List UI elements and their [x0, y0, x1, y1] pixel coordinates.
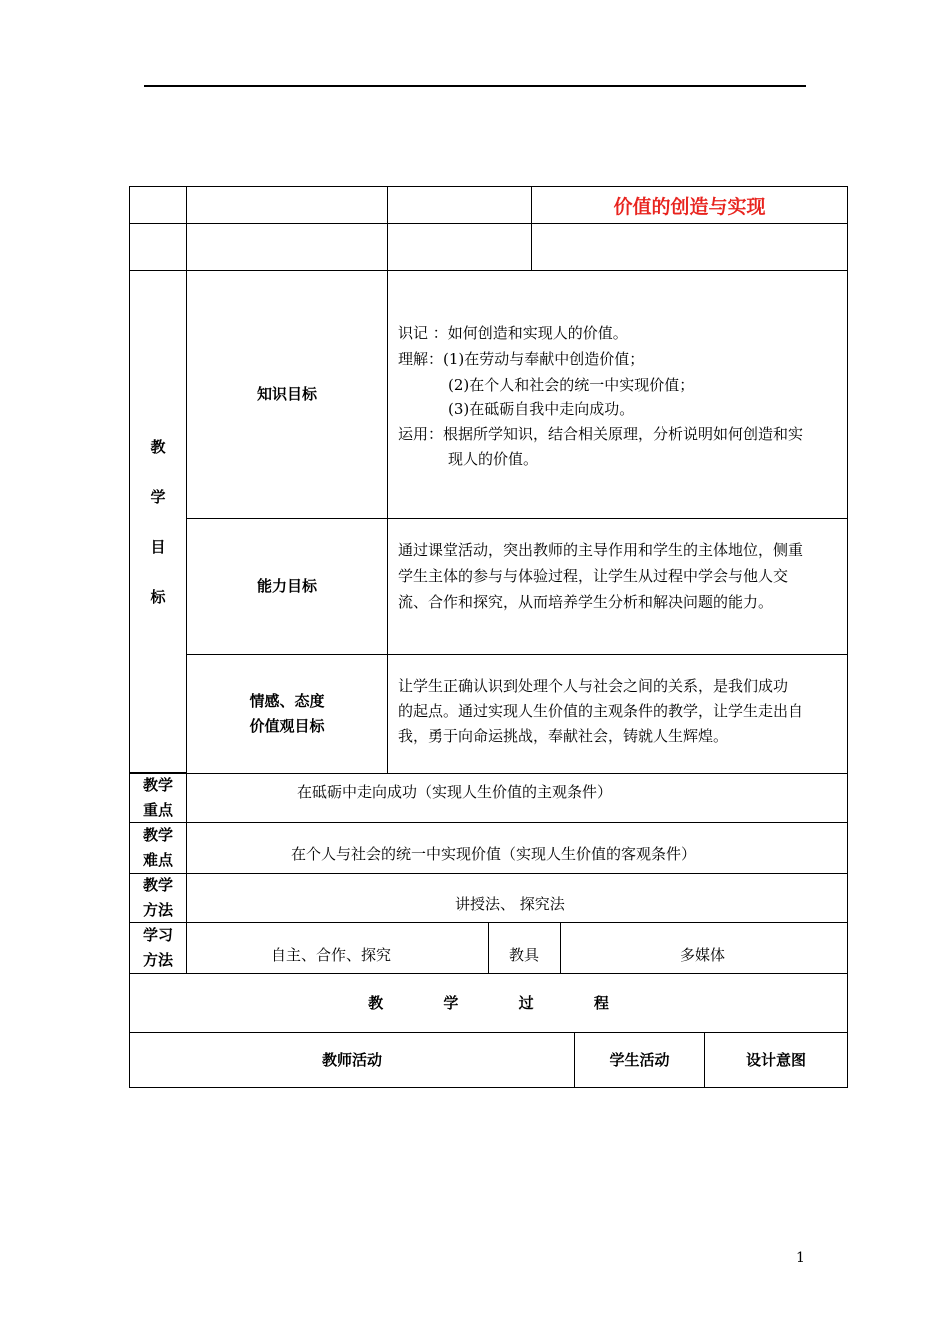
ability-line: 流、合作和探究，从而培养学生分析和解决问题的能力。 [398, 593, 774, 611]
ability-label-cell [186, 518, 388, 655]
emotion-line: 让学生正确认识到处理个人与社会之间的关系，是我们成功 [398, 677, 789, 695]
knowledge-line: (3)在砥砺自我中走向成功。 [448, 400, 635, 418]
process-title-cell [129, 973, 848, 1033]
tool-label-cell [488, 922, 561, 974]
ability-label: 能力目标 [256, 577, 317, 595]
method-label-2: 方法 [142, 901, 173, 919]
header-cell-1 [129, 186, 187, 224]
process-title-char: 教 [368, 993, 384, 1012]
method-label-1: 教学 [142, 876, 173, 894]
page-number: 1 [796, 1250, 805, 1266]
difficulty-label-cell [129, 822, 187, 874]
key-point-value: 在砥砺中走向成功（实现人生价值的主观条件） [297, 783, 613, 801]
emotion-label-line2: 价值观目标 [249, 717, 325, 735]
key-point-label-2: 重点 [142, 801, 173, 819]
study-label-1: 学习 [142, 926, 173, 944]
knowledge-content-cell [387, 270, 848, 519]
process-title-char: 过 [518, 993, 534, 1012]
knowledge-line: (2)在个人和社会的统一中实现价值； [448, 376, 695, 394]
difficulty-value-cell [186, 822, 848, 874]
side-char: 目 [150, 537, 166, 556]
study-value-cell [186, 922, 489, 974]
ability-line: 学生主体的参与与体验过程，让学生从过程中学会与他人交 [398, 567, 789, 585]
side-char: 学 [150, 487, 166, 506]
difficulty-value: 在个人与社会的统一中实现价值（实现人生价值的客观条件） [291, 845, 697, 863]
blank-cell-1 [129, 223, 187, 271]
teacher-activity-header [129, 1032, 575, 1088]
study-label-cell [129, 922, 187, 974]
title-cell [531, 186, 848, 224]
side-char: 教 [150, 437, 166, 456]
header-cell-3 [387, 186, 532, 224]
key-point-label-cell [129, 773, 187, 823]
process-title-char: 学 [443, 993, 459, 1012]
blank-cell-3 [387, 223, 532, 271]
key-point-value-cell [186, 773, 848, 823]
header-cell-2 [186, 186, 388, 224]
process-title-char: 程 [593, 993, 609, 1012]
tool-value-cell [560, 922, 848, 974]
knowledge-label: 知识目标 [256, 385, 317, 403]
method-value: 讲授法、 探究法 [455, 895, 565, 913]
key-point-label-1: 教学 [142, 776, 173, 794]
difficulty-label-2: 难点 [142, 851, 173, 869]
method-value-cell [186, 873, 848, 923]
side-char: 标 [150, 587, 166, 606]
student-activity-header [574, 1032, 705, 1088]
tool-value: 多媒体 [680, 946, 726, 964]
emotion-label-cell [186, 654, 388, 774]
study-value: 自主、合作、探究 [271, 946, 392, 964]
lesson-title: 价值的创造与实现 [613, 195, 766, 218]
emotion-line: 的起点。通过实现人生价值的主观条件的教学，让学生走出自 [398, 702, 804, 720]
teacher-activity-label: 教师活动 [321, 1050, 382, 1069]
blank-cell-2 [186, 223, 388, 271]
emotion-label-line1: 情感、态度 [249, 692, 325, 710]
ability-content-cell [387, 518, 848, 655]
knowledge-label-cell [186, 270, 388, 519]
student-activity-label: 学生活动 [609, 1050, 670, 1069]
blank-cell-4 [531, 223, 848, 271]
tool-label: 教具 [509, 946, 540, 964]
process-title [341, 991, 637, 1016]
study-label-2: 方法 [142, 951, 173, 969]
design-intent-header [704, 1032, 848, 1088]
difficulty-label-1: 教学 [142, 826, 173, 844]
objectives-side-label [129, 270, 187, 773]
knowledge-line: 运用：根据所学知识，结合相关原理，分析说明如何创造和实 [398, 425, 804, 443]
knowledge-line: 识记 ：如何创造和实现人的价值。 [398, 324, 628, 342]
emotion-line: 我，勇于向命运挑战，奉献社会，铸就人生辉煌。 [398, 727, 729, 745]
ability-line: 通过课堂活动，突出教师的主导作用和学生的主体地位，侧重 [398, 541, 804, 559]
design-intent-label: 设计意图 [745, 1050, 806, 1069]
knowledge-line: 现人的价值。 [448, 450, 539, 468]
knowledge-line: 理解：(1)在劳动与奉献中创造价值； [398, 350, 645, 368]
method-label-cell [129, 873, 187, 923]
emotion-content-cell [387, 654, 848, 774]
